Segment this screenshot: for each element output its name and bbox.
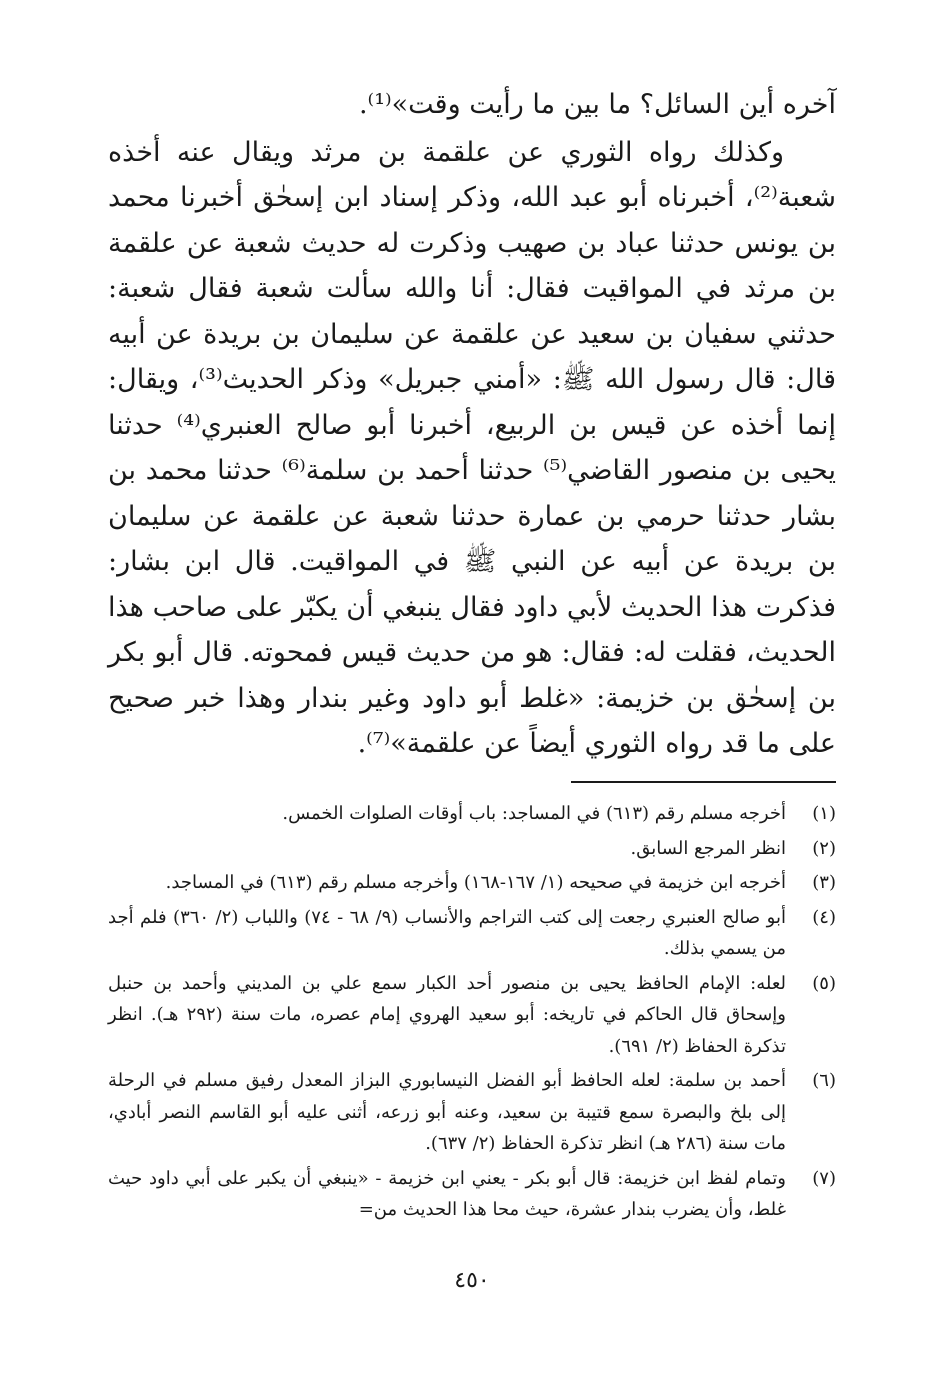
footnote-item xyxy=(108,1065,836,1160)
footnote-text: لعله: الإمام الحافظ يحيى بن منصور أحد الكبار سمع علي بن المديني وأحمد بن حنبل وإسحاق قال الحاكم في تاريخه: أبو سعيد الهروي إمام عصره، مات سنة (٢٩٢ هـ). انظر تذكرة الحفاظ (٢/ ٦٩١). xyxy=(108,972,786,1057)
footnote-text: أخرجه ابن خزيمة في صحيحه (١/ ١٦٧-١٦٨) وأخرجه مسلم رقم (٦١٣) في المساجد. xyxy=(165,872,786,893)
footnote-text: أبو صالح العنبري رجعت إلى كتب التراجم والأنساب (٩/ ٦٨ - ٧٤) واللباب (٢/ ٣٦٠) فلم أجد من يسمي بذلك. xyxy=(108,906,786,959)
footnote-number: (٥) xyxy=(812,972,836,994)
footnote-text: وتمام لفظ ابن خزيمة: قال أبو بكر - يعني ابن خزيمة - «ينبغي أن يكبر على أبي داود حيث غلط، وأن يضرب بندار عشرة، حيث محا هذا الحديث من= xyxy=(108,1167,786,1220)
footnote-text: أخرجه مسلم رقم (٦١٣) في المساجد: باب أوقات الصلوات الخمس. xyxy=(282,803,786,824)
footnote-divider xyxy=(571,781,836,783)
footnote-number: (٤) xyxy=(812,906,836,928)
paragraph-continuation: آخره أين السائل؟ ما بين ما رأيت وقت»⁽¹⁾. xyxy=(358,89,836,120)
footnote-number: (٣) xyxy=(812,872,836,893)
footnote-number: (٦) xyxy=(812,1070,836,1091)
footnote-text: أحمد بن سلمة: لعله الحافظ أبو الفضل النيسابوري البزاز المعدل رفيق مسلم في الرحلة إلى بلخ والبصرة سمع قتيبة بن سعيد، وعنه أبو زرعه، أثنى عليه أبو القاسم النصر أبادي، مات سنة (٢٨٦ هـ) انظر تذكرة الحفاظ (٢/ ٦٣٧). xyxy=(108,1070,786,1154)
footnote-item xyxy=(108,867,836,899)
footnote-text: انظر المرجع السابق. xyxy=(630,837,786,859)
page-number: ٤٥٠ xyxy=(454,1268,490,1293)
footnotes-list xyxy=(108,798,836,1229)
footnote-item xyxy=(108,968,836,1063)
footnote-number: (١) xyxy=(812,803,836,824)
footnote-number: (٧) xyxy=(812,1167,836,1189)
footnote-item xyxy=(108,1163,836,1226)
main-text-block xyxy=(108,82,836,767)
footnote-item xyxy=(108,833,836,865)
paragraph-main: وكذلك رواه الثوري عن علقمة بن مرثد ويقال عنه أخذه شعبة⁽²⁾، أخبرناه أبو عبد الله، وذكر إسناد ابن إسحٰق أخبرنا محمد بن يونس حدثنا عباد بن صهيب وذكرت له حديث شعبة عن علقمة بن مرثد في المواقيت فقال: أنا والله سألت شعبة فقال شعبة: حدثني سفيان بن سعيد عن علقمة عن سليمان بن بريدة عن أبيه قال: قال رسول الله ﷺ: «أمني جبريل» وذكر الحديث⁽³⁾، ويقال: إنما أخذه عن قيس بن الربيع، أخبرنا أبو صالح العنبري⁽⁴⁾ حدثنا يحيى بن منصور القاضي⁽⁵⁾ حدثنا أحمد بن سلمة⁽⁶⁾ حدثنا محمد بن بشار حدثنا حرمي بن عمارة حدثنا شعبة عن علقمة عن سليمان بن بريدة عن أبيه عن النبي ﷺ في المواقيت. قال ابن بشار: فذكرت هذا الحديث لأبي داود فقال ينبغي أن يكبّر على صاحب هذا الحديث، فقلت له: فقال: هو من حديث قيس فمحوته. قال أبو بكر بن إسحٰق بن خزيمة: «غلط أبو داود وغير بندار وهذا خبر صحيح على ما قد رواه الثوري أيضاً عن علقمة»⁽⁷⁾. xyxy=(108,136,837,759)
footnote-number: (٢) xyxy=(812,837,836,859)
footnote-item xyxy=(108,902,836,965)
footnote-item xyxy=(108,798,836,830)
